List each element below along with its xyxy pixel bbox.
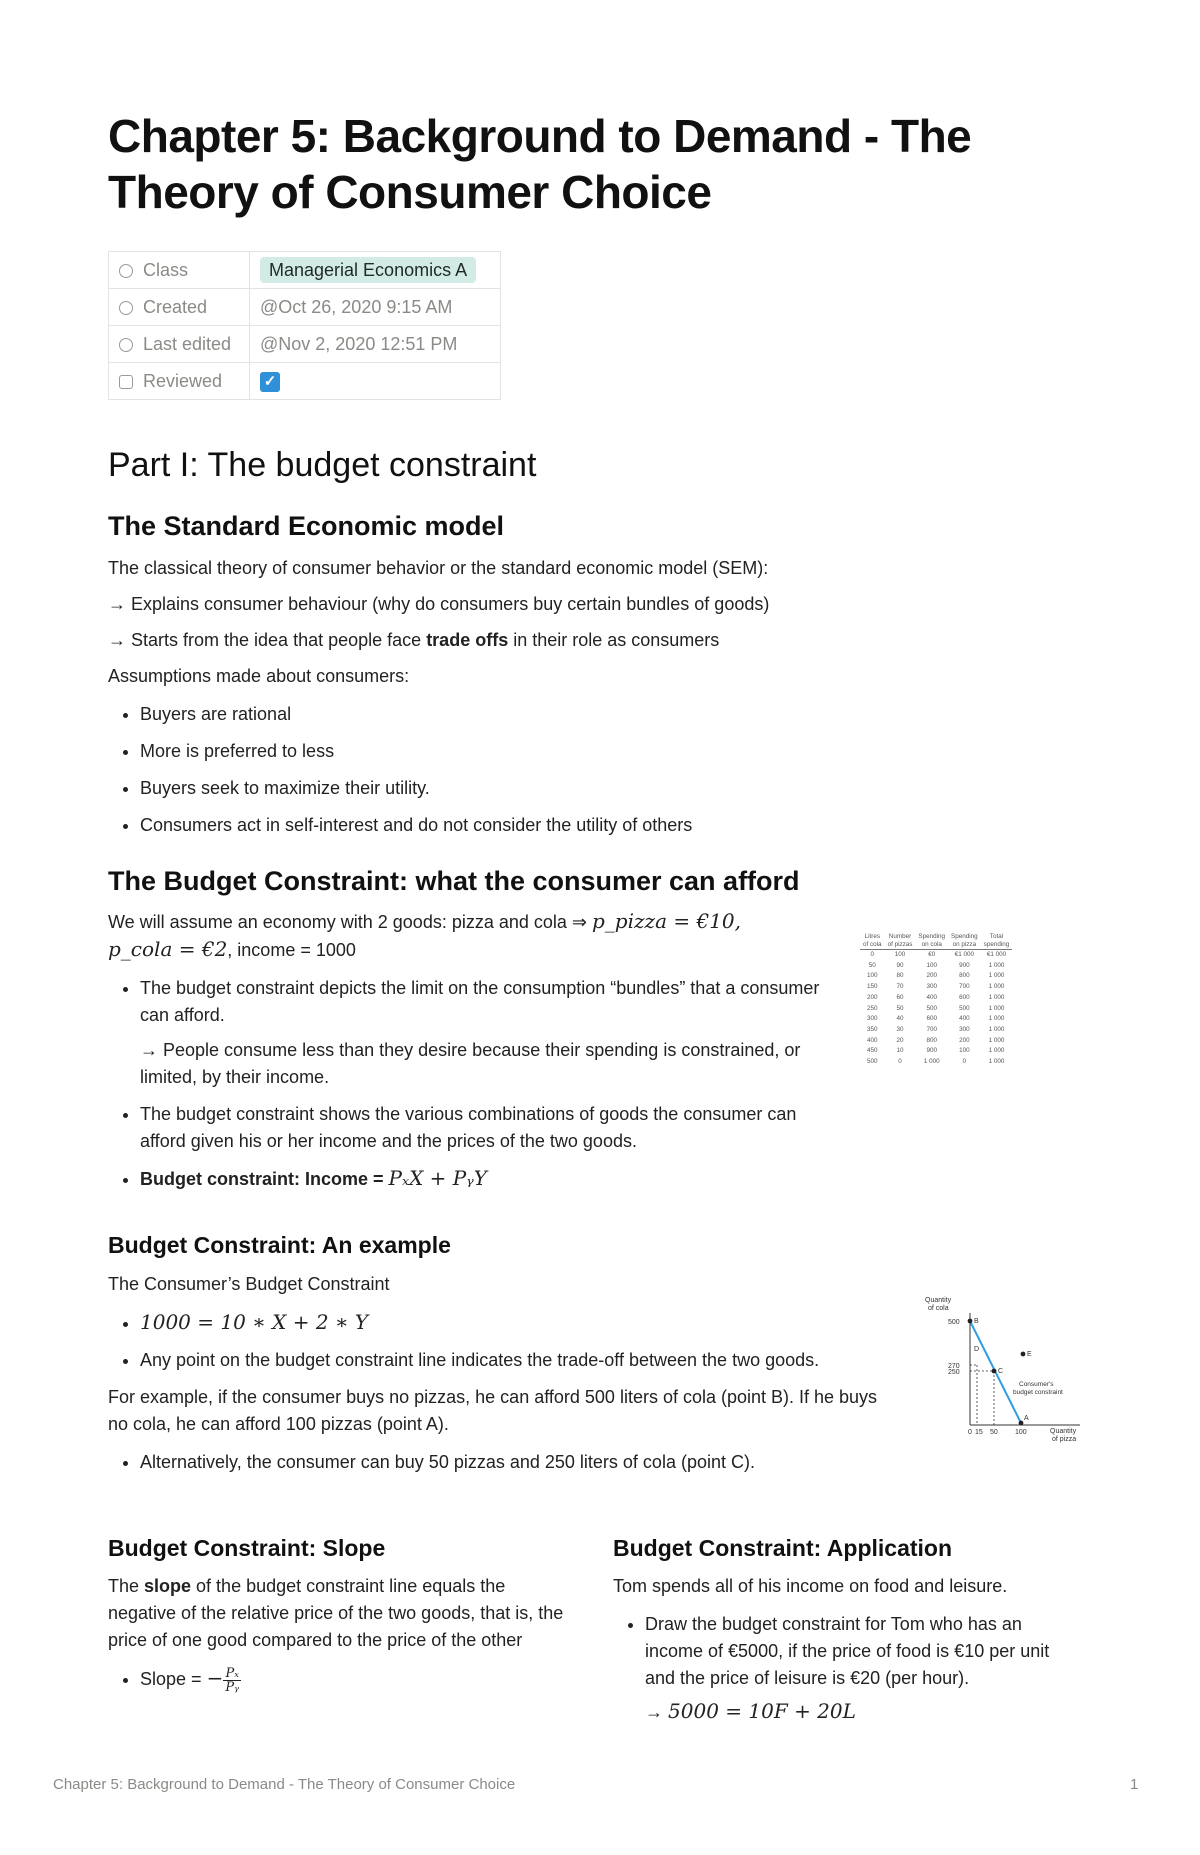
select-icon (119, 264, 133, 278)
table-cell: 250 (867, 1004, 878, 1012)
table-cell: 700 (926, 1025, 937, 1033)
table-cell: 1 000 (988, 1047, 1005, 1055)
footer-title: Chapter 5: Background to Demand - The Theory of Consumer Choice (53, 1776, 516, 1793)
table-cell: €1 000 (954, 951, 974, 958)
property-key: Last edited (143, 333, 232, 354)
table-cell: 1 000 (988, 1025, 1005, 1033)
table-cell: 800 (959, 972, 970, 980)
point-e-label: E (1027, 1351, 1032, 1358)
subsection-heading: Budget Constraint: Slope (108, 1535, 386, 1561)
list-item: • The budget constraint shows the various combinations of goods the consumer can afford given his or her income and the prices of the two goods. (140, 1101, 828, 1155)
clock-icon (119, 338, 133, 352)
example-list-2 (108, 1449, 878, 1476)
application-list (613, 1611, 1073, 1726)
table-cell: 90 (896, 961, 904, 969)
paragraph: → Explains consumer behaviour (why do consumers buy certain bundles of goods) (108, 594, 770, 614)
property-key: Reviewed (143, 370, 223, 391)
table-row (860, 1046, 1012, 1057)
table-cell: 1 000 (988, 961, 1005, 969)
table-cell: 80 (896, 972, 904, 980)
paragraph: The Consumer’s Budget Constraint (108, 1274, 390, 1294)
list-item: • The budget constraint depicts the limit on the consumption “bundles” that a consumer can afford. → People consume less than they desire because their spending is constrained, or limited, by their income. (140, 975, 828, 1091)
property-key: Class (143, 259, 189, 280)
table-cell: 1 000 (923, 1058, 940, 1066)
list-item: • Slope = − $\frac{\text{Pₓ}}{\text{Pᵧ}}$ (140, 1665, 578, 1694)
table-cell: 30 (896, 1025, 904, 1033)
table-row (860, 993, 1012, 1004)
table-cell: 800 (926, 1036, 937, 1044)
table-cell: 400 (959, 1015, 970, 1023)
table-cell: 100 (867, 972, 878, 980)
subsection-heading: The Standard Economic model (108, 511, 505, 541)
table-cell: 400 (867, 1036, 878, 1044)
table-row (860, 1036, 1012, 1047)
table-header-cell: Spending on pizza (948, 933, 981, 950)
point-a-label: A (1024, 1415, 1029, 1422)
table-cell: 600 (959, 993, 970, 1001)
table-cell: 400 (926, 993, 937, 1001)
table-row (860, 950, 1012, 961)
table-row (860, 1025, 1012, 1036)
table-cell: 200 (959, 1036, 970, 1044)
point-d-label: D (974, 1346, 980, 1353)
example-list (108, 1309, 878, 1374)
slope-fraction: $\frac{\text{Pₓ}}{\text{Pᵧ}}$ (225, 1665, 239, 1695)
table-cell: 0 (962, 1058, 967, 1066)
list-item: • Buyers seek to maximize their utility. (140, 775, 968, 802)
table-cell: 1 000 (988, 983, 1005, 991)
table-cell: 900 (926, 1047, 937, 1055)
point-b-label: B (974, 1318, 979, 1325)
paragraph: We will assume an economy with 2 goods: pizza and cola ⇒ p_pizza = €10, p_cola = €2, income = 1000 (108, 909, 742, 961)
table-cell: 1 000 (988, 993, 1005, 1001)
footer-page-number: 1 (1130, 1776, 1139, 1793)
table-cell: 500 (959, 1004, 970, 1012)
class-tag[interactable]: Managerial Economics A (260, 257, 476, 283)
reviewed-checkbox[interactable]: ✓ (260, 372, 280, 392)
list-item: • Any point on the budget constraint line indicates the trade-off between the two goods. (140, 1347, 878, 1374)
table-header-cell: Total spending (981, 933, 1013, 950)
subsection-heading: Budget Constraint: Application (613, 1535, 953, 1561)
table-cell: 200 (867, 993, 878, 1001)
property-key: Created (143, 296, 208, 317)
table-cell: 450 (867, 1047, 878, 1055)
table-cell: 500 (867, 1058, 878, 1066)
annotation-line1: Consumer's (1019, 1381, 1054, 1388)
table-cell: 100 (926, 961, 937, 969)
table-row (860, 1004, 1012, 1015)
table-cell: 40 (896, 1015, 904, 1023)
y-tick-250: 250 (948, 1369, 960, 1376)
page-title: Chapter 5: Background to Demand - The Theory of Consumer Choice (108, 110, 972, 218)
list-item: • More is preferred to less (140, 738, 968, 765)
point-e (1021, 1352, 1026, 1357)
table-cell: 1 000 (988, 1036, 1005, 1044)
created-value: @Oct 26, 2020 9:15 AM (260, 296, 453, 317)
table-cell: 150 (867, 983, 878, 991)
list-item: • Buyers are rational (140, 701, 968, 728)
budget-constraint-chart (925, 1293, 1085, 1443)
table-header-cell: Litres of cola (860, 933, 885, 950)
slope-list (108, 1665, 578, 1694)
x-tick-0: 0 (968, 1429, 972, 1436)
table-cell: 350 (867, 1025, 878, 1033)
table-header-cell: Spending on cola (915, 933, 948, 950)
list-item: • Consumers act in self-interest and do not consider the utility of others (140, 812, 968, 839)
y-tick-270: 270 (948, 1363, 960, 1370)
subsection-heading: The Budget Constraint: what the consumer can afford (108, 866, 800, 896)
point-c (992, 1369, 997, 1374)
table-header-cell: Number of pizzas (885, 933, 916, 950)
x-tick-50: 50 (990, 1429, 998, 1436)
paragraph: → Starts from the idea that people face trade offs in their role as consumers (108, 630, 720, 650)
table-cell: 1 000 (988, 972, 1005, 980)
table-cell: 60 (896, 993, 904, 1001)
x-axis-label-line2: of pizza (1052, 1436, 1077, 1443)
spending-table (860, 933, 1012, 1068)
table-cell: 600 (926, 1015, 937, 1023)
paragraph: The slope of the budget constraint line equals the negative of the relative price of the two goods, that is, the price of one good compared to the price of the other (108, 1576, 564, 1650)
budget-list (108, 975, 828, 1193)
list-item: • Draw the budget constraint for Tom who has an income of €5000, if the price of food is €10 per unit and the price of leisure is €20 (per hour). → 5000 = 10F + 20L (645, 1611, 1073, 1726)
table-cell: 900 (959, 961, 970, 969)
table-cell: 100 (894, 951, 906, 958)
properties-table (108, 251, 501, 400)
last-edited-value: @Nov 2, 2020 12:51 PM (260, 333, 458, 354)
table-cell: 1 000 (988, 1004, 1005, 1012)
table-cell: 1 000 (988, 1058, 1005, 1066)
y-axis-label-line1: Quantity (925, 1297, 952, 1304)
table-cell: 50 (896, 1004, 904, 1012)
y-tick-500: 500 (948, 1319, 960, 1326)
table-cell: 0 (870, 951, 875, 958)
table-cell: 70 (896, 983, 904, 991)
table-cell: 0 (898, 1058, 902, 1066)
property-row-last-edited (109, 326, 501, 363)
annotation-line2: budget constraint (1013, 1389, 1063, 1396)
table-cell: 10 (896, 1047, 904, 1055)
table-row (860, 1057, 1012, 1068)
list-item: • 1000 = 10 ∗ X + 2 ∗ Y (140, 1309, 878, 1337)
table-cell: 20 (896, 1036, 904, 1044)
property-row-created (109, 289, 501, 326)
table-row (860, 1014, 1012, 1025)
subsection-heading: Budget Constraint: An example (108, 1232, 451, 1258)
table-cell: 700 (959, 983, 970, 991)
point-b (968, 1319, 973, 1324)
paragraph: Tom spends all of his income on food and leisure. (613, 1576, 1008, 1596)
table-cell: 1 000 (988, 1015, 1005, 1023)
paragraph: The classical theory of consumer behavior or the standard economic model (SEM): (108, 558, 769, 578)
list-item: • Budget constraint: Income = PₓX + PᵧY (140, 1165, 828, 1193)
y-axis-label-line2: of cola (928, 1305, 949, 1312)
table-cell: €0 (928, 951, 936, 958)
table-cell: 300 (926, 983, 937, 991)
table-row (860, 982, 1012, 993)
property-row-class[interactable] (109, 252, 501, 289)
property-row-reviewed[interactable] (109, 363, 501, 400)
table-cell: 50 (868, 961, 876, 969)
assumptions-list (108, 701, 968, 839)
checkbox-icon (119, 375, 133, 389)
table-cell: 100 (959, 1047, 970, 1055)
point-c-label: C (998, 1368, 1004, 1375)
paragraph: Assumptions made about consumers: (108, 666, 410, 686)
table-cell: 200 (926, 972, 937, 980)
table-row (860, 961, 1012, 972)
section-heading: Part I: The budget constraint (108, 446, 537, 484)
table-row (860, 971, 1012, 982)
table-cell: 300 (959, 1025, 970, 1033)
clock-icon (119, 301, 133, 315)
table-cell: €1 000 (986, 951, 1007, 958)
x-tick-100: 100 (1015, 1429, 1027, 1436)
table-cell: 300 (867, 1015, 878, 1023)
point-a (1019, 1421, 1024, 1426)
paragraph: For example, if the consumer buys no pizzas, he can afford 500 liters of cola (point B). If he buys no cola, he can afford 100 pizzas (point A). (108, 1387, 878, 1434)
x-tick-15: 15 (975, 1429, 983, 1436)
x-axis-label-line1: Quantity (1050, 1428, 1077, 1435)
list-item: • Alternatively, the consumer can buy 50 pizzas and 250 liters of cola (point C). (140, 1449, 878, 1476)
table-cell: 500 (926, 1004, 937, 1012)
spending-table-figure (860, 933, 1012, 1068)
